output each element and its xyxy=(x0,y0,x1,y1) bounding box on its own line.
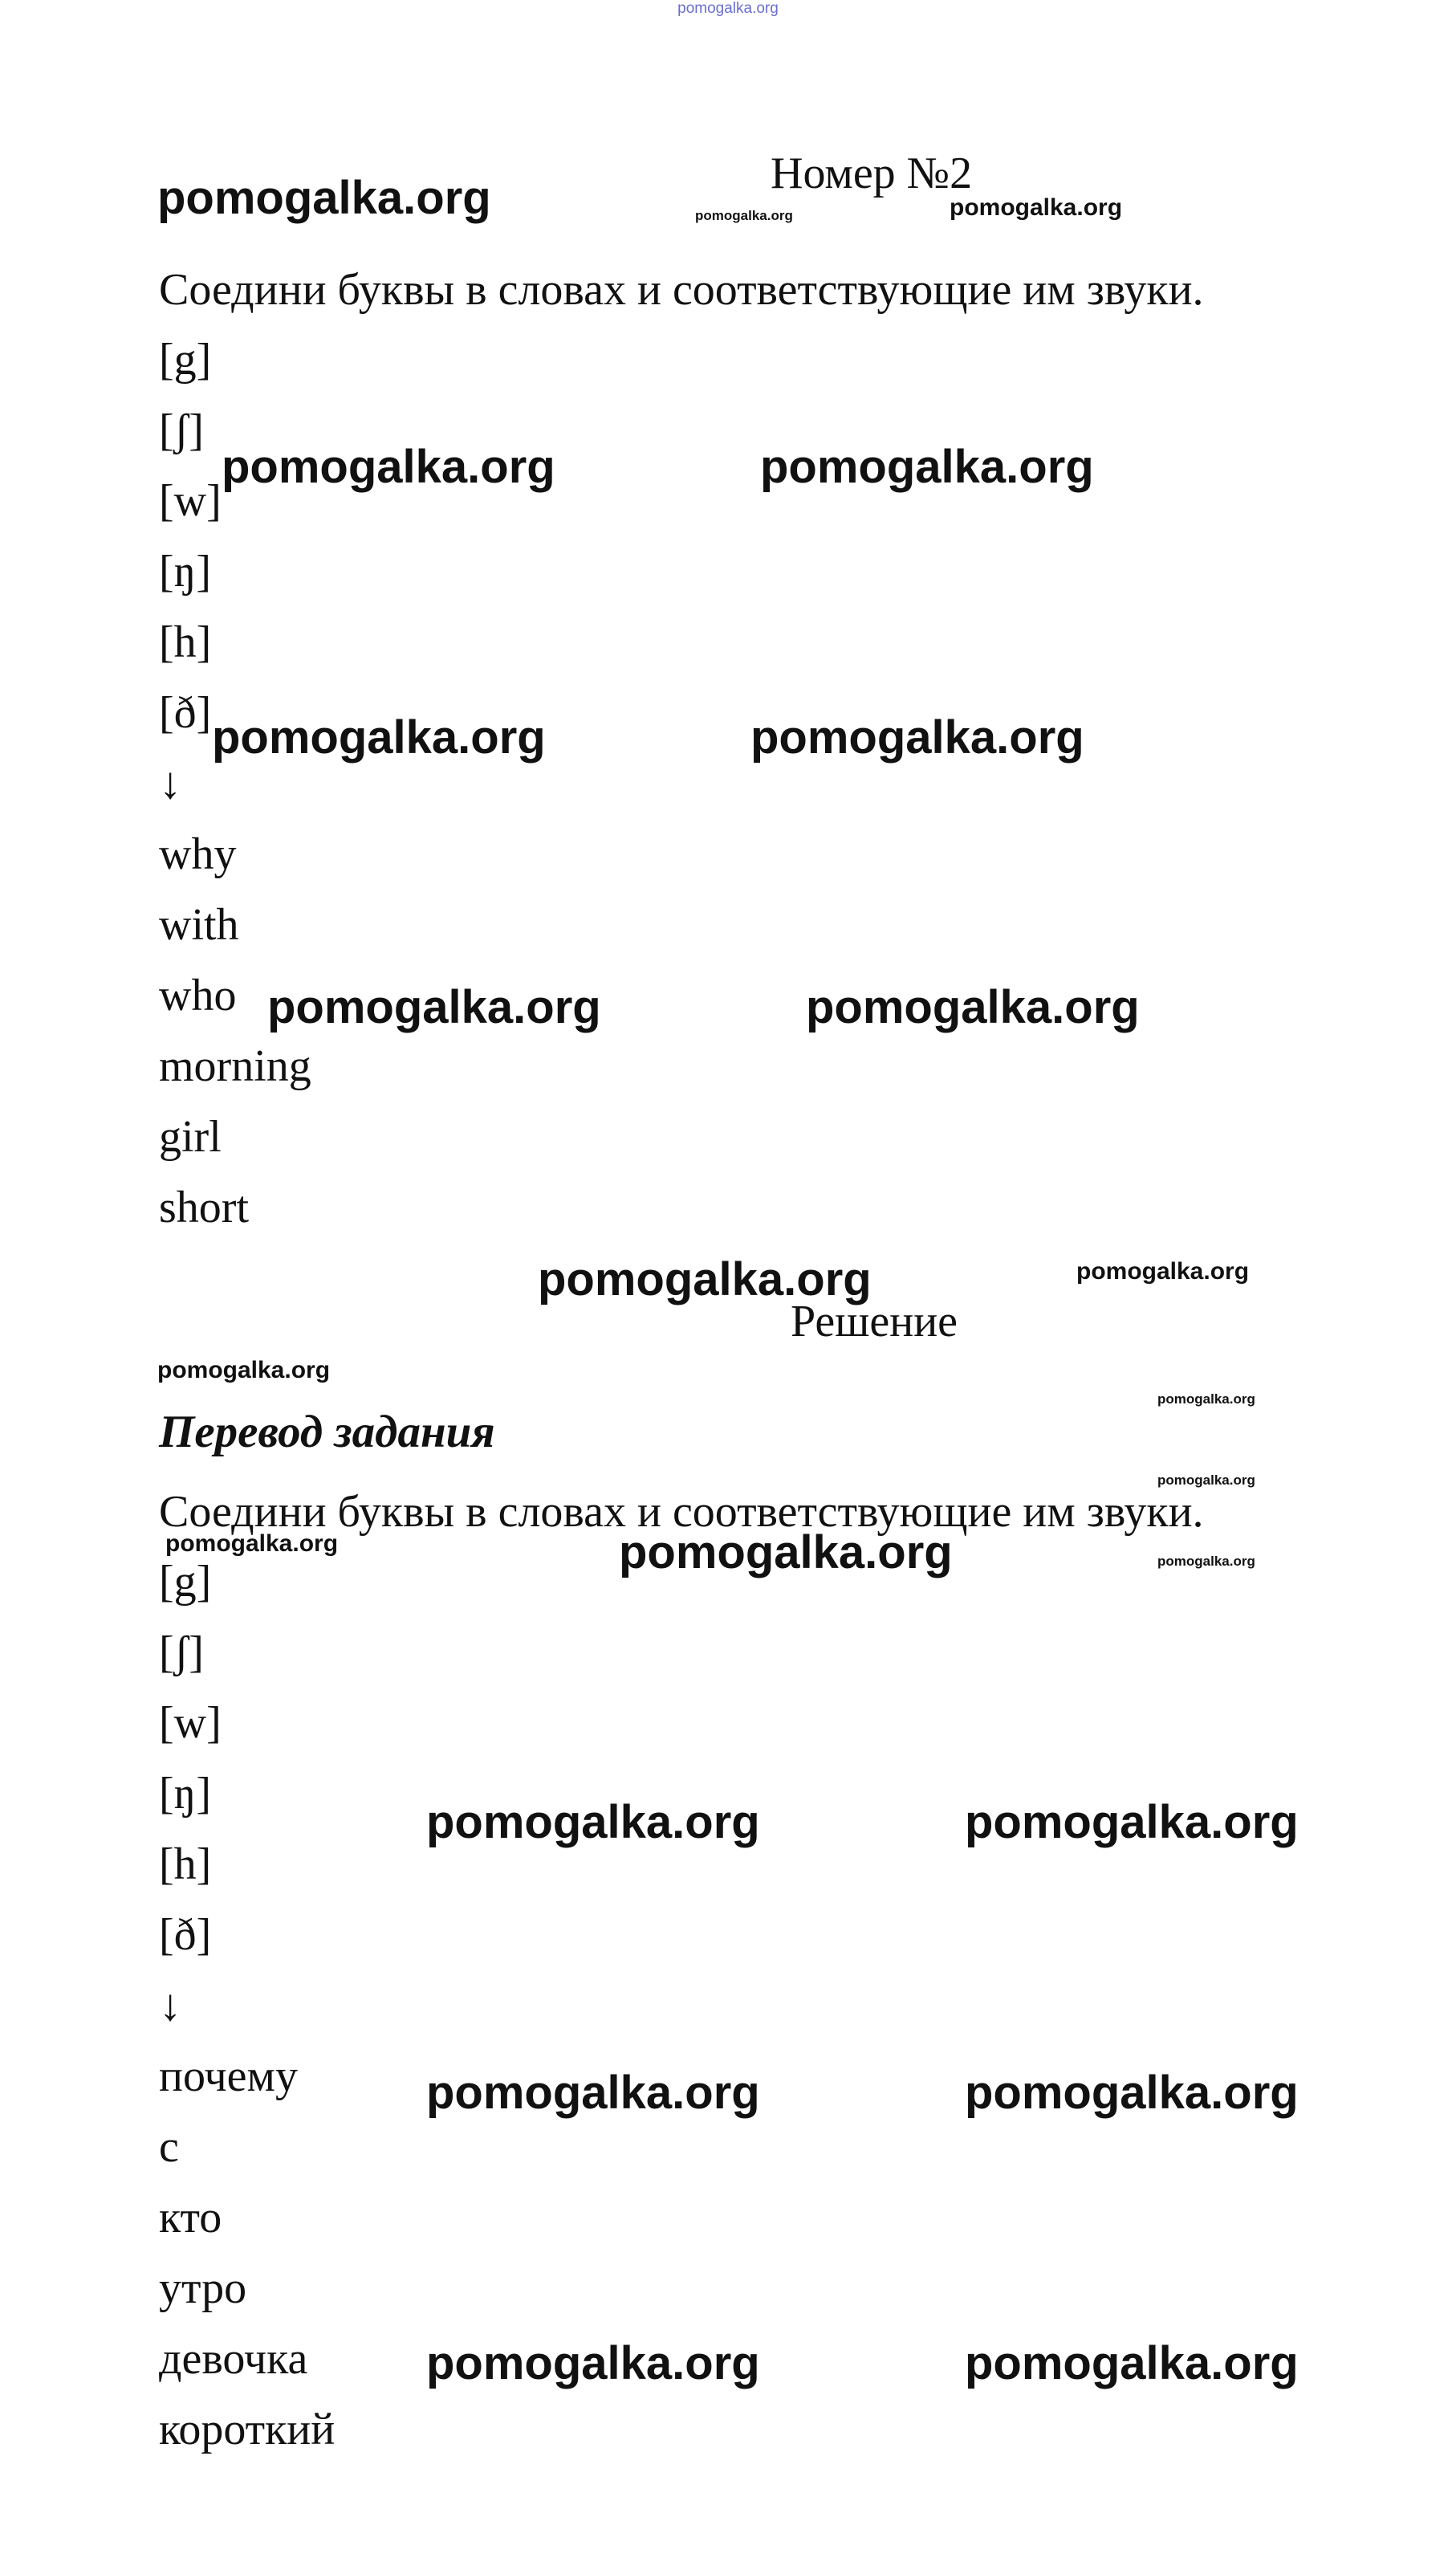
task-sound: [ð] xyxy=(159,688,212,738)
watermark: pomogalka.org xyxy=(965,2337,1299,2389)
solution-sound: [ʃ] xyxy=(159,1627,204,1677)
watermark: pomogalka.org xyxy=(1076,1258,1250,1285)
task-sound: [ŋ] xyxy=(159,547,211,597)
watermark: pomogalka.org xyxy=(538,1253,872,1305)
solution-sound: [g] xyxy=(159,1557,212,1607)
solution-word: девочка xyxy=(159,2334,308,2384)
watermark: pomogalka.org xyxy=(619,1526,953,1578)
solution-sound: [h] xyxy=(159,1839,212,1889)
watermark: pomogalka.org xyxy=(1157,1554,1255,1569)
down-arrow: ↓ xyxy=(159,1981,181,2030)
watermark: pomogalka.org xyxy=(965,2067,1299,2119)
down-arrow: ↓ xyxy=(159,759,181,809)
watermark: pomogalka.org xyxy=(222,441,555,493)
solution-title: Решение xyxy=(791,1297,958,1346)
task-sound: [h] xyxy=(159,617,212,667)
watermark: pomogalka.org xyxy=(157,1357,331,1383)
solution-sound: [ð] xyxy=(159,1910,212,1960)
task-word: with xyxy=(159,900,239,950)
watermark: pomogalka.org xyxy=(965,1796,1299,1848)
solution-instruction: Соедини буквы в словах и соответствующие им звуки. xyxy=(159,1487,1204,1537)
task-word: why xyxy=(159,829,237,879)
watermark: pomogalka.org xyxy=(212,711,546,764)
solution-word: утро xyxy=(159,2263,247,2313)
task-word: short xyxy=(159,1183,249,1232)
watermark: pomogalka.org xyxy=(950,194,1123,221)
solution-word: почему xyxy=(159,2051,298,2101)
solution-sound: [w] xyxy=(159,1698,222,1748)
watermark: pomogalka.org xyxy=(426,2067,760,2119)
watermark: pomogalka.org xyxy=(1157,1472,1255,1488)
watermark: pomogalka.org xyxy=(760,441,1094,493)
watermark: pomogalka.org xyxy=(426,2337,760,2389)
watermark: pomogalka.org xyxy=(750,711,1084,764)
watermark: pomogalka.org xyxy=(695,208,793,223)
task-sound: [g] xyxy=(159,335,212,385)
watermark: pomogalka.org xyxy=(267,981,601,1033)
solution-word: с xyxy=(159,2122,179,2172)
site-link[interactable]: pomogalka.org xyxy=(677,0,779,17)
translation-heading: Перевод задания xyxy=(159,1407,495,1457)
task-sound: [ʃ] xyxy=(159,405,204,455)
solution-word: короткий xyxy=(159,2405,336,2454)
watermark: pomogalka.org xyxy=(1157,1391,1255,1407)
task-word: morning xyxy=(159,1041,311,1091)
watermark: pomogalka.org xyxy=(165,1530,339,1557)
task-word: who xyxy=(159,971,237,1020)
watermark: pomogalka.org xyxy=(157,172,491,224)
watermark: pomogalka.org xyxy=(426,1796,760,1848)
task-sound: [w] xyxy=(159,476,222,526)
solution-sound: [ŋ] xyxy=(159,1769,211,1819)
page-title: Номер №2 xyxy=(771,149,973,198)
solution-word: кто xyxy=(159,2193,222,2242)
task-instruction: Соедини буквы в словах и соответствующие им звуки. xyxy=(159,265,1204,315)
watermark: pomogalka.org xyxy=(806,981,1140,1033)
task-word: girl xyxy=(159,1112,222,1162)
